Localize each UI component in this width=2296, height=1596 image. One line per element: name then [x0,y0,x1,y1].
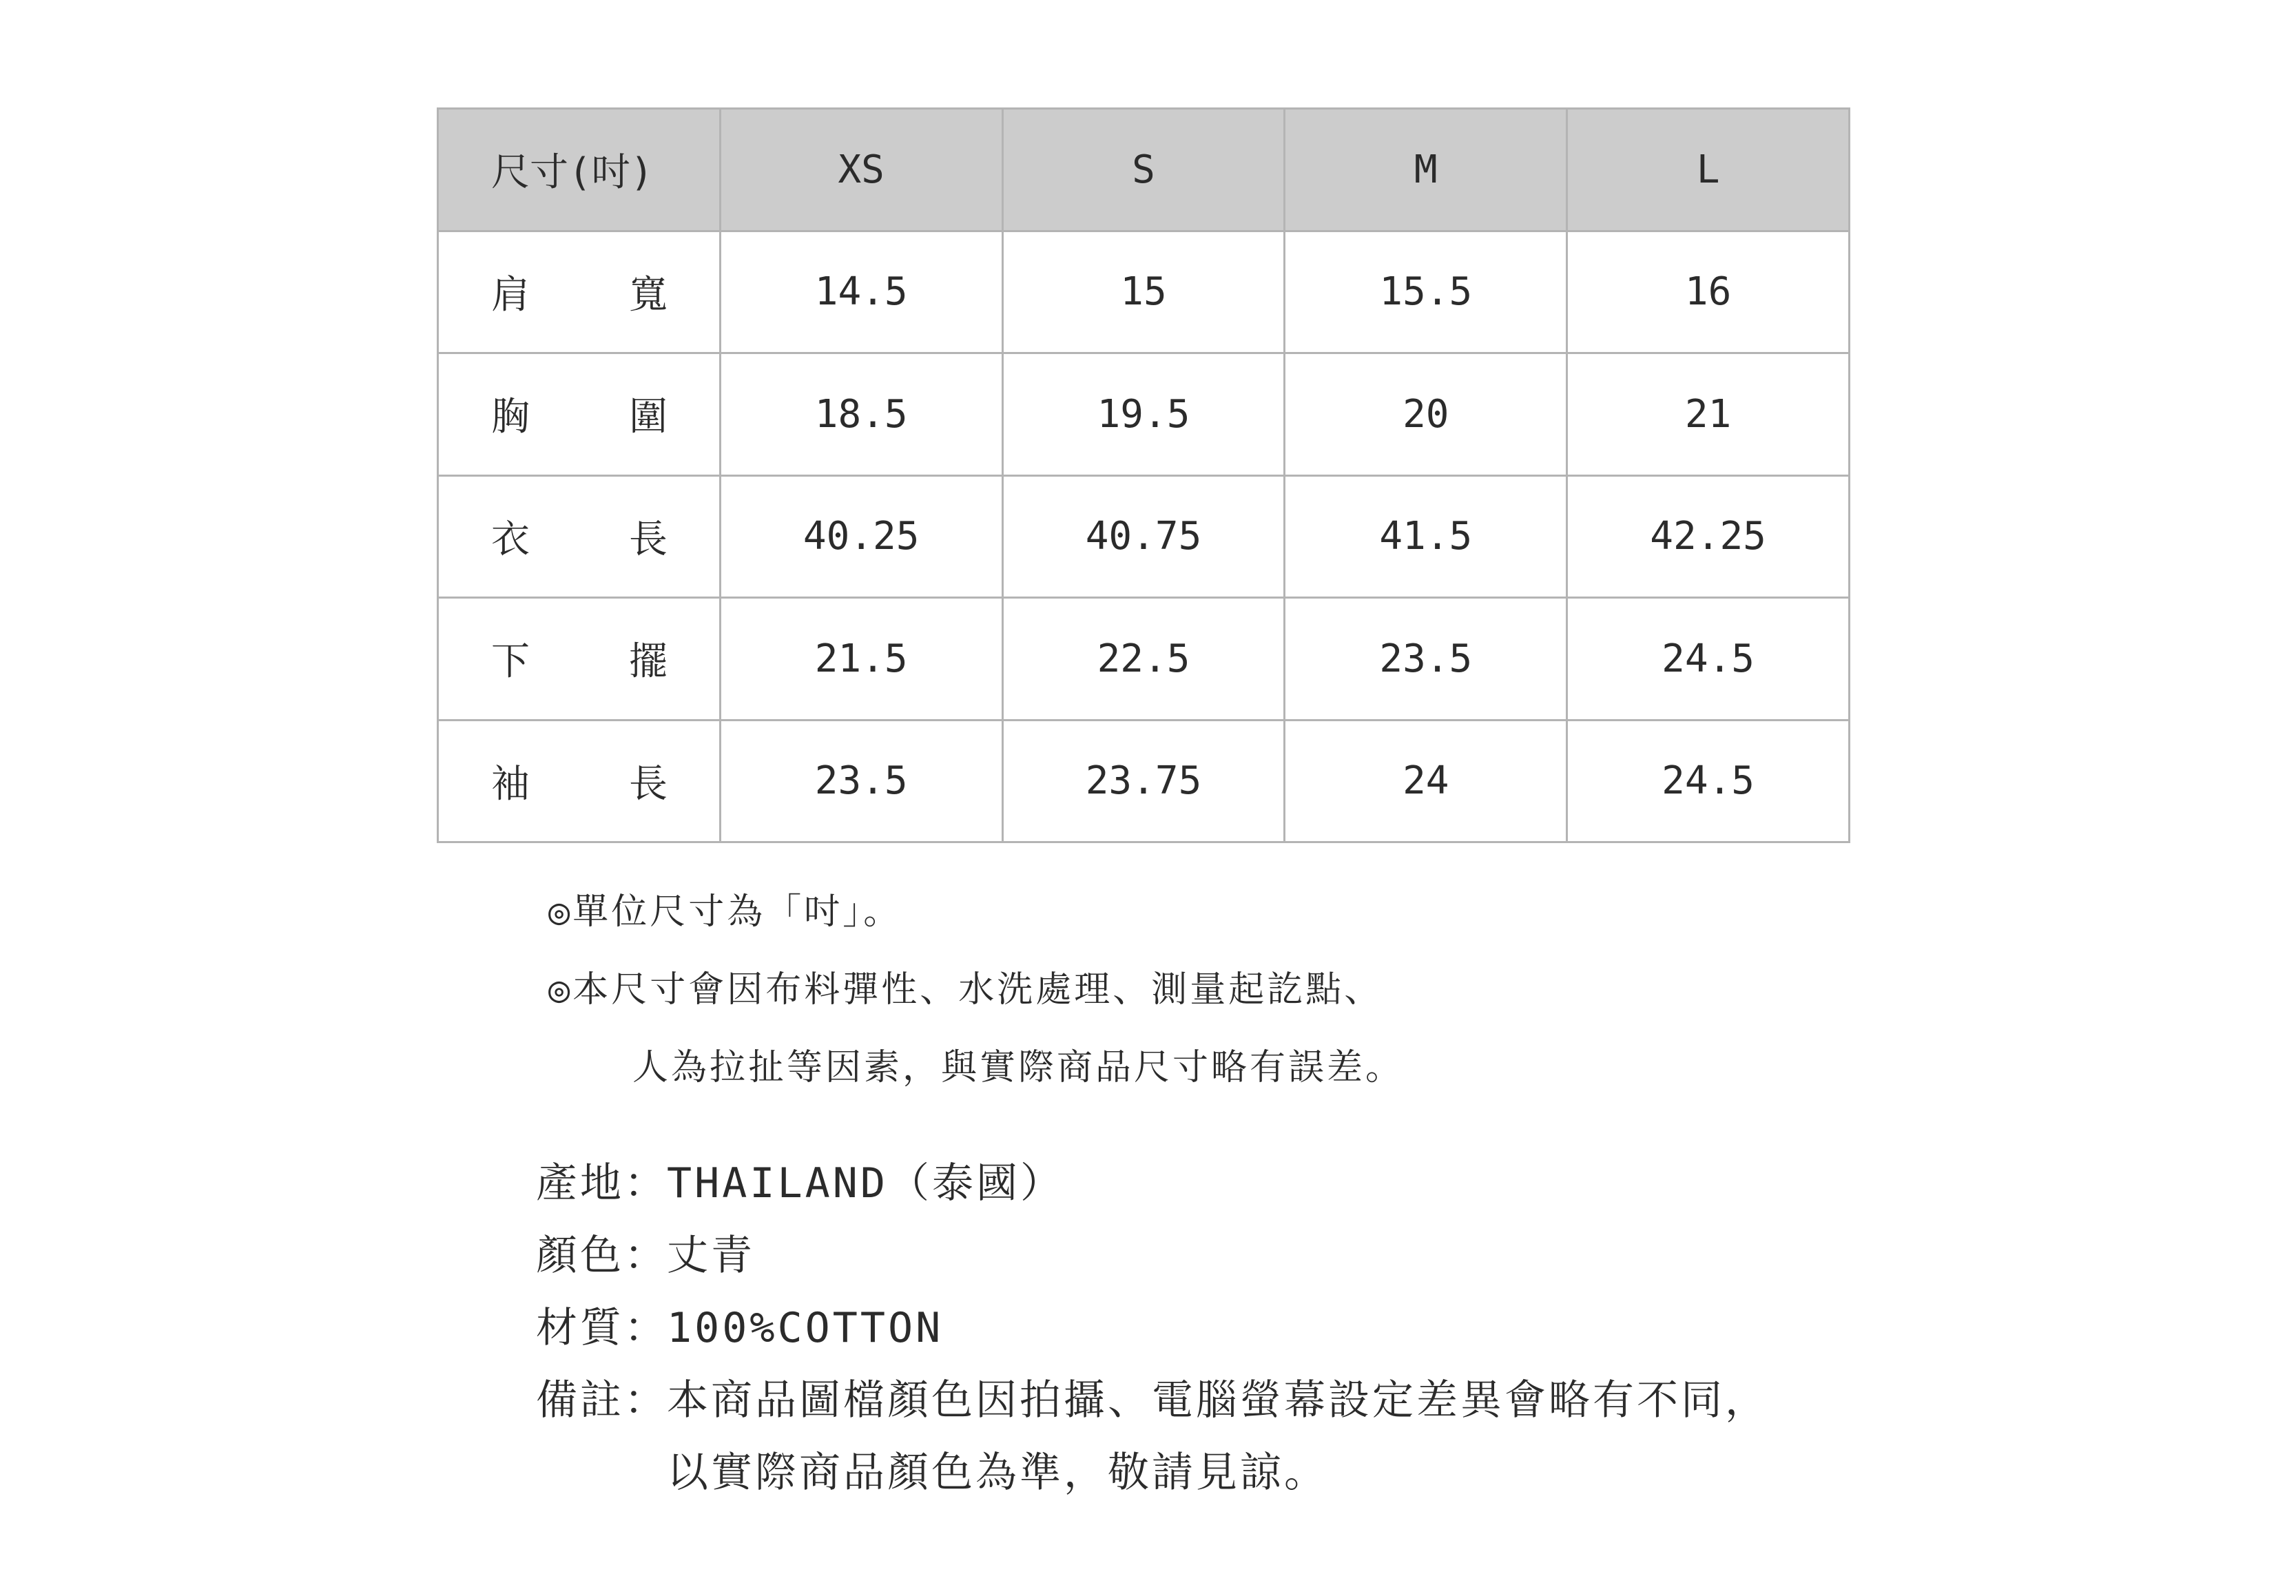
table-cell: 14.5 [720,231,1002,353]
table-cell: 23.5 [1285,598,1567,721]
table-cell: 40.25 [720,475,1002,598]
row-label-text [491,509,668,564]
row-label-char: 圍 [629,395,668,440]
note-variance-continued: 人為拉扯等因素，與實際商品尺寸略有誤差。 [632,1047,1405,1088]
origin-value: THAILAND（泰國） [667,1159,1064,1208]
origin-row [536,1148,1769,1220]
row-label-text [491,265,668,320]
note-variance: ◎本尺寸會因布料彈性、水洗處理、測量起訖點、 [548,969,1383,1011]
table-row [438,231,1850,353]
row-label-length [438,475,721,598]
row-label-char: 長 [629,517,668,562]
remark-row [536,1365,1769,1437]
table-cell: 20 [1285,353,1567,476]
table-cell: 40.75 [1002,475,1285,598]
row-label-text [491,631,668,686]
row-label-char: 衣 [491,517,568,562]
table-cell: 42.25 [1567,475,1850,598]
color-row [536,1220,1769,1292]
size-m-header: M [1285,109,1567,231]
row-label-hem [438,598,721,721]
table-row [438,720,1850,842]
table-row [438,353,1850,476]
remark-value: 本商品圖檔顏色因拍攝、電腦螢幕設定差異會略有不同， [667,1376,1769,1424]
table-cell: 19.5 [1002,353,1285,476]
color-value: 丈青 [667,1232,755,1280]
remark-continuation: 以實際商品顏色為準，敬請見諒。 [667,1449,1328,1497]
size-table-header-row [438,109,1850,231]
table-cell: 24 [1285,720,1567,842]
material-value: 100%COTTON [667,1304,944,1352]
row-label-char: 肩 [491,272,568,318]
row-label-char: 長 [629,761,668,807]
remark-label: 備註： [536,1376,668,1424]
table-cell: 23.5 [720,720,1002,842]
row-label-text [491,754,668,809]
note-unit: ◎單位尺寸為「吋」。 [548,891,902,933]
table-cell: 18.5 [720,353,1002,476]
size-unit-header: 尺寸(吋) [438,109,721,231]
size-table [437,107,1850,843]
row-label-char: 下 [491,639,568,685]
table-cell: 23.75 [1002,720,1285,842]
row-label-text [491,386,668,442]
row-label-char: 擺 [629,639,668,685]
row-label-char: 寬 [629,272,668,318]
table-cell: 16 [1567,231,1850,353]
table-cell: 24.5 [1567,598,1850,721]
color-label: 顏色： [536,1232,668,1280]
size-s-header: S [1002,109,1285,231]
origin-label: 產地： [536,1159,668,1208]
row-label-char: 袖 [491,761,568,807]
table-cell: 21.5 [720,598,1002,721]
size-xs-header: XS [720,109,1002,231]
table-cell: 15 [1002,231,1285,353]
table-cell: 24.5 [1567,720,1850,842]
table-cell: 41.5 [1285,475,1567,598]
table-row [438,598,1850,721]
product-info [536,1148,1769,1509]
row-label-char: 胸 [491,395,568,440]
row-label-chest [438,353,721,476]
row-label-shoulder [438,231,721,353]
table-row [438,475,1850,598]
table-cell: 22.5 [1002,598,1285,721]
material-label: 材質： [536,1304,668,1352]
row-label-sleeve [438,720,721,842]
table-cell: 15.5 [1285,231,1567,353]
table-cell: 21 [1567,353,1850,476]
material-row [536,1292,1769,1365]
size-l-header: L [1567,109,1850,231]
size-notes [548,873,1404,1107]
